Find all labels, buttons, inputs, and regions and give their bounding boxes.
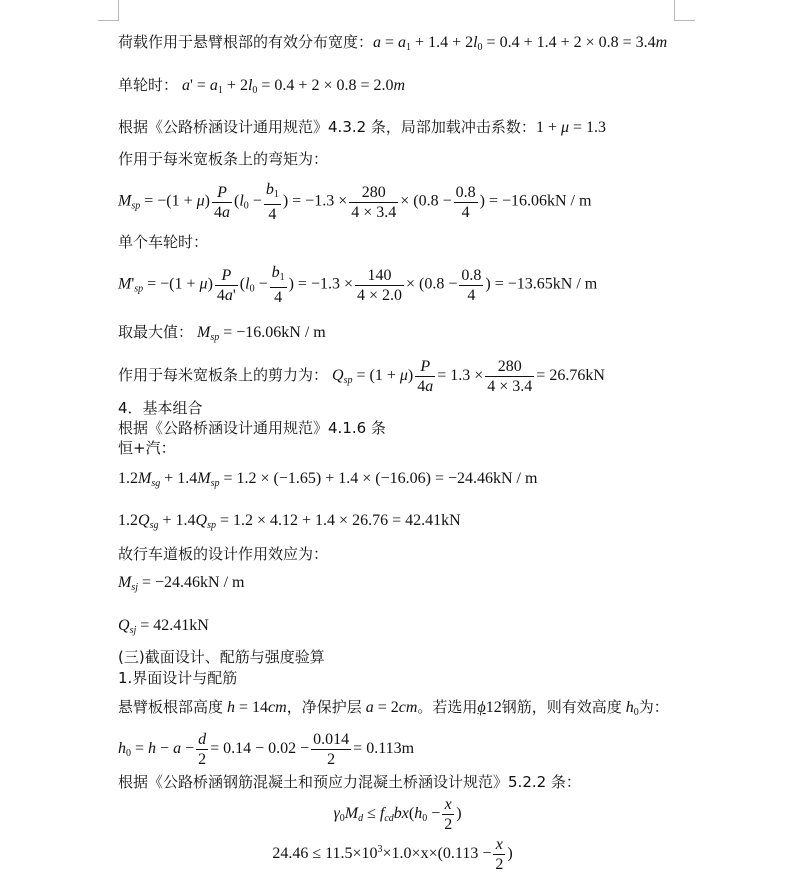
- text: 钢筋，则有效高度: [501, 698, 622, 716]
- section-cross-section-design: [118, 648, 325, 666]
- h0-den: 2: [311, 749, 351, 769]
- formula-h0-symbol: $h_0$: [625, 699, 639, 718]
- text: 1.界面设计与配筋: [118, 669, 238, 687]
- line-dead-plus-live: [118, 439, 176, 457]
- line-single-wheel: [118, 76, 405, 100]
- line-moment-heading: [118, 150, 328, 168]
- msp2-coef: = −1.3 ×: [297, 275, 353, 293]
- section-interface-design: [118, 669, 237, 687]
- formula-effective-width: $a = a_1 + 1.4 + 2l_0 = 0.4 + 1.4 + 2 \times 0.8 = 3.4m$: [373, 34, 668, 53]
- text: (三)截面设计、配筋与强度验算: [118, 648, 325, 666]
- formula-impact-factor: 1 + μ = 1.3: [535, 119, 607, 136]
- text: ，净保护层: [286, 698, 362, 716]
- line-design-effect-heading: [118, 545, 328, 563]
- section-basic-combination: [118, 399, 203, 417]
- formula-design-moment: $M_{sj} = -24.46kN / m$: [118, 574, 245, 593]
- text: 作用于每米宽板条上的弯矩为：: [118, 150, 329, 168]
- qsp-den: 4 × 3.4: [487, 377, 533, 395]
- shear-combination-result: = 1.2 × 4.12 + 1.4 × 26.76 = 42.41kN: [219, 512, 461, 529]
- formula-effective-height: $h_0 = h - a$ − $\frac{d}{2}$ = 0.14 − 0.02 − $\frac{0.014}{2}$ = 0.113m: [118, 731, 415, 768]
- formula-single-wheel: $a' = a_1 + 2l_0 = 0.4 + 2 \times 0.8 = 2.0m$: [182, 77, 406, 96]
- h0-num: 0.014: [313, 731, 350, 748]
- text: 单轮时：: [118, 76, 179, 94]
- formula-moment-msp: $M_{sp} = -(1 + \mu)$ $\frac{P}{4a}$ ($l_0$ − $\frac{b_1}{4}$ ) = −1.3 × $\frac{280}{4 \times 3.4}$ × (0.8 − $\frac{0.8}{4}$ ) = −16.06kN / m: [118, 181, 592, 223]
- page-corner-mark-left: [98, 0, 119, 21]
- formula-bending-substituted: $24.46 \le 11.5\times 10^3\times 1.0\times x\times(0.113$ − $\frac{x}{2}$ ): [272, 836, 513, 873]
- h0-result: = 0.113m: [353, 740, 415, 758]
- text: 恒+汽：: [118, 439, 176, 457]
- h0-expression: = 0.14 − 0.02 −: [210, 740, 310, 758]
- qsp-coef: = 1.3 ×: [437, 367, 484, 384]
- text: 根据《公路桥涵设计通用规范》4.3.2 条，局部加载冲击系数：: [118, 118, 536, 136]
- msp-num: 280: [361, 183, 386, 201]
- formula-moment-combination: $1.2M_{sg} + 1.4M_{sp} = 1.2 \times (-1.65) + 1.4 \times (-16.06) = -24.46kN / m$: [118, 470, 538, 489]
- text: 单个车轮时：: [118, 233, 209, 251]
- formula-rebar: ϕ12: [477, 699, 502, 716]
- qsp-num: 280: [497, 357, 522, 375]
- msp2-den: 4 × 2.0: [357, 286, 403, 304]
- design-moment-value: = −24.46kN / m: [142, 574, 245, 591]
- text: 。若选用: [417, 698, 478, 716]
- line-effective-width: [118, 33, 667, 57]
- formula-moment-msp-single: $M'_{sp} = -(1 + \mu)$ $\frac{P}{4a'}$ ($l_0$ − $\frac{b_1}{4}$ ) = −1.3 × $\frac{140}{4 \times 2.0}$ × (0.8 − $\frac{0.8}{4}$ ) = −13.65kN / m: [118, 264, 598, 306]
- final-mid: ×1.0×x×(0.113 −: [382, 845, 492, 863]
- max-value: = −16.06kN / m: [223, 324, 326, 341]
- msp-result: = −16.06kN / m: [488, 192, 592, 210]
- msp-coef: = −1.3 ×: [292, 192, 348, 210]
- qsp-result: = 26.76kN: [536, 367, 605, 384]
- moment-combination-result: = 1.2 × (−1.65) + 1.4 × (−16.06) = −24.46kN / m: [223, 470, 538, 487]
- text: 根据《公路桥涵钢筋混凝土和预应力混凝土桥涵设计规范》5.2.2 条：: [118, 773, 581, 791]
- formula-cover: a = 2cm: [365, 699, 418, 716]
- text: 荷载作用于悬臂根部的有效分布宽度：: [118, 33, 374, 51]
- formula-shear-qsp: $Q_{sp} = (1 + \mu)$ $\frac{P}{4a}$ = 1.3 × $\frac{280}{4 \times 3.4}$ = 26.76kN: [332, 357, 605, 395]
- msp2-result: = −13.65kN / m: [494, 275, 598, 293]
- text: 为：: [638, 698, 669, 716]
- msp2-num: 140: [367, 266, 392, 284]
- text: 作用于每米宽板条上的剪力为：: [118, 366, 329, 384]
- text: 4．基本组合: [118, 399, 203, 417]
- formula-bending-capacity: $\gamma_0M_d \le f_{cd}bx(h_0$ − $\frac{x}{2}$ ): [333, 796, 462, 833]
- line-code-reference-416: [118, 419, 386, 437]
- line-max-value: [118, 323, 326, 347]
- formula-design-shear: $Q_{sj} = 42.41kN$: [118, 617, 209, 636]
- line-impact-factor: [118, 118, 606, 137]
- page-corner-mark-right: [674, 0, 695, 21]
- line-code-reference-522: [118, 773, 581, 791]
- text: 故行车道板的设计作用效应为：: [118, 545, 329, 563]
- line-shear: [118, 355, 605, 401]
- text: 悬臂板根部高度: [118, 698, 224, 716]
- text: 根据《公路桥涵设计通用规范》4.1.6 条: [118, 419, 386, 437]
- formula-h: h = 14cm: [227, 699, 287, 716]
- design-shear-value: = 42.41kN: [140, 617, 209, 634]
- msp-den: 4 × 3.4: [351, 203, 397, 221]
- text: 取最大值：: [118, 323, 194, 341]
- line-cantilever-height: [118, 698, 669, 722]
- max-value-formula: $M_{sp} = -16.06kN / m$: [197, 324, 326, 343]
- final-left: 24.46 ≤ 11.5×10: [272, 845, 378, 863]
- line-single-wheel-heading: [118, 233, 208, 251]
- formula-shear-combination: $1.2Q_{sg} + 1.4Q_{sp} = 1.2 \times 4.12 + 1.4 \times 26.76 = 42.41kN$: [118, 512, 461, 531]
